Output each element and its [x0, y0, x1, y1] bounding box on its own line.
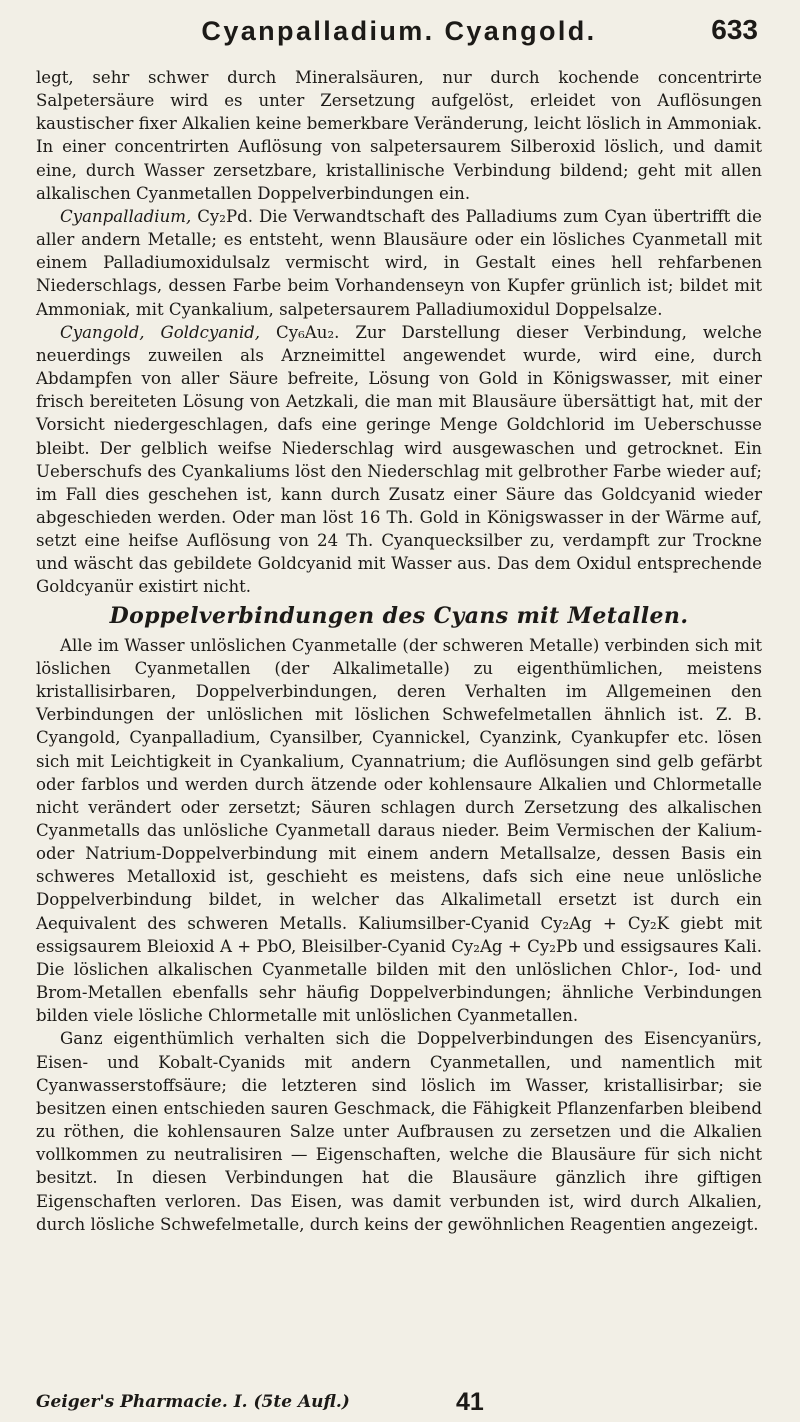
- paragraph-cyangold: [36, 321, 762, 599]
- paragraph-1: legt, sehr schwer durch Mineralsäuren, nur durch kochende concentrirte Salpetersäure wird es unter Zersetzung aufgelöst, erleidet von Auflösungen kaustischer fixer Alkalien keine bemerkbare Veränderung, leicht löslich in Ammoniak. In einer concentrirten Auflösung von salpetersaurem Silberoxid löslich, und damit eine, durch Wasser zersetzbare, kristallinische Verbindung bildend; geht mit allen alkalischen Cyanmetallen Doppelverbindungen ein.: [36, 68, 762, 203]
- section-heading: Doppelverbindungen des Cyans mit Metallen.: [109, 602, 689, 629]
- paragraph-cyangold-text: Cy₆Au₂. Zur Darstellung dieser Verbindung, welche neuerdings zuweilen als Arzneimittel angewendet wurde, wird eine, durch Abdampfen von aller Säure befreite, Lösung von Gold in Königswasser, mit einer frisch bereiteten Lösung von Aetzkali, die man mit Blausäure übersättigt hat, mit der Vorsicht niedergeschlagen, dafs eine geringe Menge Goldchlorid im Ueberschusse bleibt. Der gelblich weifse Niederschlag wird ausgewaschen und getrocknet. Ein Ueberschufs des Cyankaliums löst den Niederschlag mit gelbrother Farbe wieder auf; im Fall dies geschehen ist, kann durch Zusatz einer Säure das Goldcyanid wieder abgeschieden werden. Oder man löst 16 Th. Gold in Königswasser in der Wärme auf, setzt eine heifse Auflösung von 24 Th. Cyanquecksilber zu, verdampft zur Trockne und wäscht das gebildete Goldcyanid mit Wasser aus. Das dem Oxidul entsprechende Goldcyanür existirt nicht.: [36, 322, 763, 597]
- paragraph-doppelverbindungen: Alle im Wasser unlöslichen Cyanmetalle (der schweren Metalle) verbinden sich mit löslichen Cyanmetallen (der Alkalimetalle) zu eigenthümlichen, meistens kristallisirbaren, Doppelverbindungen, deren Verhalten im Allgemeinen den Verbindungen der unlöslichen mit löslichen Schwefelmetallen ähnlich ist. Z. B. Cyangold, Cyanpalladium, Cyansilber, Cyannickel, Cyanzink, Cyankupfer etc. lösen sich mit Leichtigkeit in Cyankalium, Cyannatrium; die Auflösungen sind gelb gefärbt oder farblos und werden durch ätzende oder kohlensaure Alkalien und Chlormetalle nicht verändert oder zersetzt; Säuren schlagen durch Zersetzung des alkalischen Cyanmetalls das unlösliche Cyanmetall daraus nieder. Beim Vermischen der Kalium- oder Natrium-Doppelverbindung mit einem andern Metallsalze, dessen Basis ein schweres Metalloxid ist, geschieht es meistens, dafs sich eine neue unlösliche Doppelverbindung bildet, in welcher das Alkalimetall ersetzt ist durch ein Aequivalent des schweren Metalls. Kaliumsilber-Cyanid Cy₂Ag + Cy₂K giebt mit essigsaurem Bleioxid A + PbO, Bleisilber-Cyanid Cy₂Ag + Cy₂Pb und essigsaures Kali. Die löslichen alkalischen Cyanmetalle bilden mit den unlöslichen Chlor-, Iod- und Brom-Metallen ebenfalls sehr häufig Doppelverbindungen; ähnliche Verbindungen bilden viele lösliche Chlormetalle mit unlöslichen Cyanmetallen.: [36, 635, 762, 1026]
- paragraph-eisencyanuer: Ganz eigenthümlich verhalten sich die Doppelverbindungen des Eisencyanürs, Eisen- und Kobalt-Cyanids mit andern Cyanmetallen, und namentlich mit Cyanwasserstoffsäure; die letzteren sind löslich im Wasser, kristallisirbar; sie besitzen einen entschieden sauren Geschmack, die Fähigkeit Pflanzenfarben bleibend zu röthen, die kohlensauren Salze unter Aufbrausen zu zersetzen und die Alkalien vollkommen zu neutralisiren — Eigenschaften, welche die Blausäure für sich nicht besitzt. In diesen Verbindungen hat die Blausäure gänzlich ihre giftigen Eigenschaften verloren. Das Eisen, was damit verbunden ist, wird durch Alkalien, durch lösliche Schwefelmetalle, durch keins der gewöhnlichen Reagentien angezeigt.: [36, 1029, 762, 1234]
- term-cyangold: Cyangold, Goldcyanid,: [60, 322, 261, 342]
- paragraph-cyanpalladium-text: Cy₂Pd. Die Verwandtschaft des Palladiums zum Cyan übertrifft die aller andern Metalle; es entsteht, wenn Blausäure oder ein lösliches Cyanmetall mit einem Palladiumoxidulsalz vermischt wird, in Gestalt eines hell rehfarbenen Niederschlags, dessen Farbe beim Vorhandenseyn von Kupfer grünlich ist; bildet mit Ammoniak, mit Cyankalium, salpetersaurem Palladiumoxidul Doppelsalze.: [36, 206, 762, 319]
- page-footer: [36, 1390, 762, 1420]
- page-header: [36, 0, 762, 66]
- printer-signature: Geiger's Pharmacie. I. (5te Aufl.): [36, 1392, 350, 1412]
- term-cyanpalladium: Cyanpalladium,: [60, 206, 192, 226]
- body-text: [36, 66, 762, 1236]
- sheet-number: 41: [456, 1388, 484, 1416]
- paragraph-cyanpalladium: [36, 205, 762, 321]
- running-title: Cyanpalladium. Cyangold.: [201, 16, 597, 46]
- page-number: 633: [711, 14, 758, 45]
